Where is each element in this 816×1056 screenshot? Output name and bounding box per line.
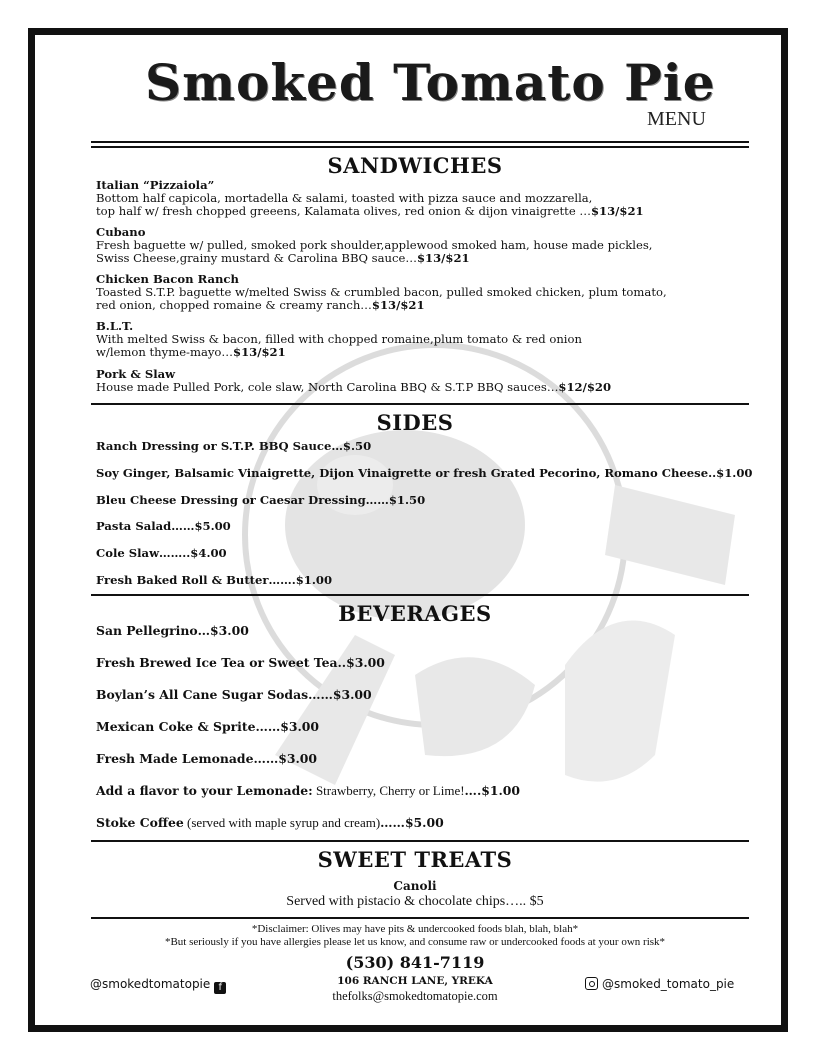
beverages-title: BEVERAGES [338, 601, 492, 626]
beverage-item [96, 719, 319, 734]
section-divider [91, 403, 749, 405]
section-divider [91, 917, 749, 919]
item-name: Pork & Slaw [96, 367, 176, 381]
beverage-label: Boylan’s All Cane Sugar Sodas……$3.00 [96, 687, 372, 702]
item-name: Italian “Pizzaiola” [96, 178, 215, 192]
item-price: $13/$21 [371, 298, 425, 312]
beverage-price: ……$5.00 [380, 815, 444, 830]
sandwiches-title: SANDWICHES [327, 153, 503, 178]
email-link[interactable]: thefolks@smokedtomatopie.com [332, 989, 498, 1003]
beverage-label: Fresh Made Lemonade……$3.00 [96, 751, 318, 766]
facebook-icon: f [214, 982, 226, 994]
item-price: $12/$20 [558, 380, 612, 394]
beverage-item [96, 623, 249, 638]
beverage-item [96, 815, 444, 831]
menu-subtitle: MENU [647, 108, 706, 130]
sides-title: SIDES [376, 410, 454, 435]
beverage-price: ….$1.00 [464, 783, 521, 798]
item-name: B.L.T. [96, 319, 134, 333]
beverage-label: San Pellegrino…$3.00 [96, 623, 249, 638]
header-rule-bottom [91, 146, 749, 148]
item-desc: red onion, chopped romaine & creamy ranch… [96, 298, 372, 312]
brand-title: Smoked Tomato Pie [145, 53, 716, 112]
item-desc: Toasted S.T.P. baguette w/melted Swiss & crumbled bacon, pulled smoked chicken, plum tomato, [96, 285, 667, 299]
address: 106 RANCH LANE, YREKA [337, 975, 493, 987]
sweet-treats-title: SWEET TREATS [317, 847, 513, 872]
side-item: Ranch Dressing or S.T.P. BBQ Sauce…$.50 [96, 439, 372, 453]
beverage-item [96, 655, 385, 670]
side-item: Soy Ginger, Balsamic Vinaigrette, Dijon Vinaigrette or fresh Grated Pecorino, Romano Cheese..$1.00 [96, 466, 753, 480]
treat-name: Canoli [393, 879, 437, 893]
instagram-handle[interactable] [585, 977, 734, 991]
beverage-label: Fresh Brewed Ice Tea or Sweet Tea..$3.00 [96, 655, 385, 670]
beverage-item [96, 751, 317, 766]
header-rule-top [91, 141, 749, 143]
beverage-label: Stoke Coffee [96, 815, 184, 830]
facebook-handle[interactable] [90, 977, 226, 994]
item-name: Cubano [96, 225, 146, 239]
sandwich-item [96, 368, 756, 394]
menu-frame [28, 28, 788, 1032]
instagram-handle-text: @smoked_tomato_pie [602, 977, 735, 991]
sandwich-item [96, 273, 756, 312]
beverage-item [96, 687, 372, 702]
beverage-label: Mexican Coke & Sprite……$3.00 [96, 719, 320, 734]
facebook-handle-text: @smokedtomatopie [90, 977, 211, 991]
beverage-detail: (served with maple syrup and cream) [183, 815, 381, 830]
item-price: $13/$21 [416, 251, 470, 265]
item-desc: top half w/ fresh chopped greeens, Kalamata olives, red onion & dijon vinaigrette … [96, 204, 591, 218]
side-item: Cole Slaw……..$4.00 [96, 546, 227, 560]
item-desc: With melted Swiss & bacon, filled with chopped romaine,plum tomato & red onion [96, 332, 582, 346]
disclaimer-line-2: *But seriously if you have allergies please let us know, and consume raw or undercooked foods at your own risk* [164, 936, 666, 948]
side-item: Bleu Cheese Dressing or Caesar Dressing……$1.50 [96, 493, 426, 507]
disclaimer-line-1: *Disclaimer: Olives may have pits & undercooked foods blah, blah, blah* [251, 923, 579, 935]
item-name: Chicken Bacon Ranch [96, 272, 239, 286]
item-price: $13/$21 [590, 204, 644, 218]
beverage-detail: Strawberry, Cherry or Lime! [312, 783, 465, 798]
beverage-item [96, 783, 520, 799]
side-item: Pasta Salad……$5.00 [96, 519, 231, 533]
section-divider [91, 594, 749, 596]
phone-number[interactable]: (530) 841-7119 [345, 953, 485, 972]
sandwich-item [96, 226, 756, 265]
side-item: Fresh Baked Roll & Butter…….$1.00 [96, 573, 333, 587]
sandwich-item [96, 179, 756, 218]
item-desc: w/lemon thyme-mayo… [96, 345, 234, 359]
treat-desc: Served with pistacio & chocolate chips….. $5 [286, 894, 544, 909]
beverage-label: Add a flavor to your Lemonade: [96, 783, 313, 798]
item-desc: House made Pulled Pork, cole slaw, North Carolina BBQ & S.T.P BBQ sauces… [96, 380, 559, 394]
sandwich-item [96, 320, 756, 359]
item-desc: Swiss Cheese,grainy mustard & Carolina BBQ sauce… [96, 251, 417, 265]
item-desc: Bottom half capicola, mortadella & salami, toasted with pizza sauce and mozzarella, [96, 191, 593, 205]
item-price: $13/$21 [233, 345, 286, 359]
instagram-icon [585, 977, 598, 990]
section-divider [91, 840, 749, 842]
item-desc: Fresh baguette w/ pulled, smoked pork shoulder,applewood smoked ham, house made pickles, [96, 238, 653, 252]
